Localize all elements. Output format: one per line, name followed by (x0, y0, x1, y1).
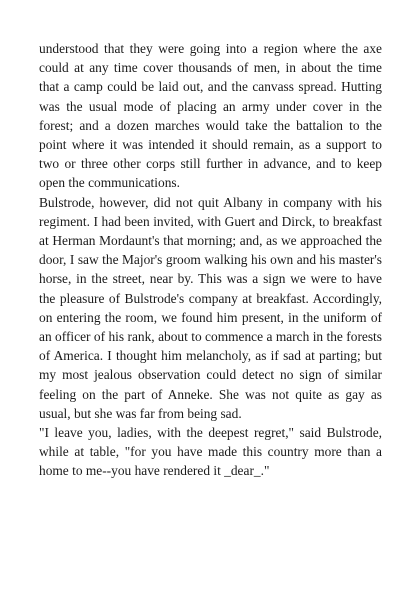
paragraph-3: "I leave you, ladies, with the deepest regret," said Bulstrode, while at table, "for you have made this country more than a home to me--you have rendered it _dear_." (39, 425, 382, 479)
paragraph-1: understood that they were going into a region where the axe could at any time cover thousands of men, in about the time that a camp could be laid out, and the canvass spread. Hutting was the usual mode of placing an army under cover in the forest; and a dozen marches would take the battalion to the point where it was intended it should remain, as a support to two or three other corps still further in advance, and to keep open the communications. (39, 41, 382, 191)
paragraph-2: Bulstrode, however, did not quit Albany in company with his regiment. I had been invited, with Guert and Dirck, to breakfast at Herman Mordaunt's that morning; and, as we approached the door, I saw the Major's groom walking his own and his master's horse, in the street, near by. This was a sign we were to have the pleasure of Bulstrode's company at breakfast. Accordingly, on entering the room, we found him present, in the uniform of an officer of his rank, about to commence a march in the forests of America. I thought him melancholy, as if sad at parting; but my most jealous observation could detect no sign of similar feeling on the part of Anneke. She was not quite as gay as usual, but she was far from being sad. (39, 194, 382, 421)
page-text (39, 39, 382, 481)
